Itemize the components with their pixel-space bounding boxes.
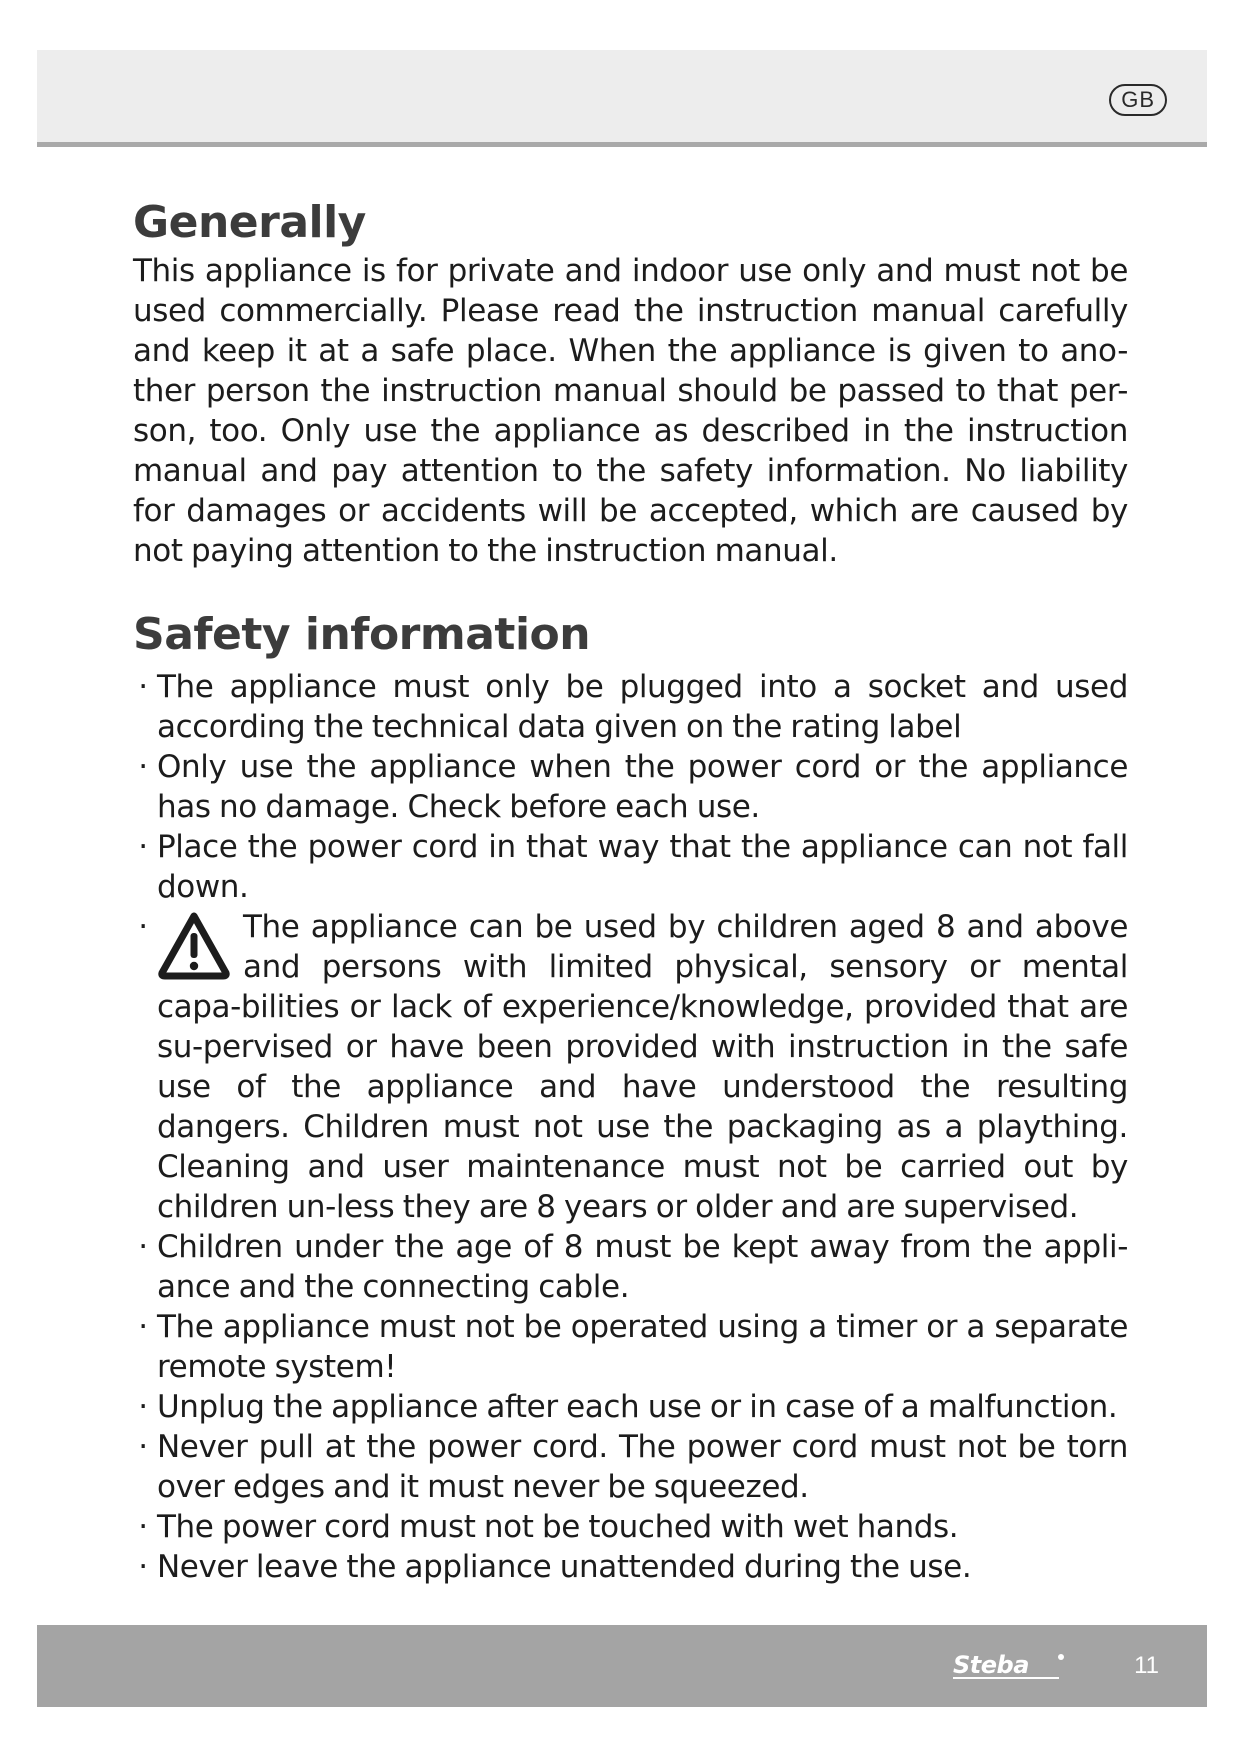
list-item: · The appliance must not be operated using a timer or a separate remote system! [133, 1307, 1128, 1387]
page-number: 11 [1134, 1652, 1159, 1679]
list-item: · Never leave the appliance unattended during the use. [133, 1547, 1128, 1587]
list-item-warning: · The appliance can be used by children aged 8 and above and persons with limited physical, sensory or mental capa-bilities or lack of experience/knowledge, provided that are su-pervised or have been provided with instruction in the safe use of the appliance and have understood the resulting dangers. Children must not use the packaging as a plaything. Cleaning and user maintenance must not be carried out by children un-less they are 8 years or older and are supervised. [133, 907, 1128, 1227]
page-footer [37, 1625, 1207, 1707]
bullet-dot: · [138, 1549, 148, 1585]
bullet-dot: · [138, 1389, 148, 1425]
page-header [37, 50, 1207, 147]
list-item: · Place the power cord in that way that the appliance can not fall down. [133, 827, 1128, 907]
bullet-dot: · [138, 669, 148, 705]
generally-heading: Generally [133, 197, 366, 248]
safety-section [133, 607, 1128, 1587]
language-badge: GB [1109, 84, 1167, 116]
safety-heading: Safety information [133, 609, 591, 660]
warning-triangle-icon [157, 911, 231, 981]
list-item: · The appliance must only be plugged into a socket and used according the technical data given on the rating label [133, 667, 1128, 747]
bullet-dot: · [138, 909, 148, 945]
bullet-dot: · [138, 829, 148, 865]
list-item: · The power cord must not be touched with wet hands. [133, 1507, 1128, 1547]
steba-logo-icon [951, 1649, 1067, 1683]
list-item: · Only use the appliance when the power cord or the appliance has no damage. Check before each use. [133, 747, 1128, 827]
list-item: · Unplug the appliance after each use or in case of a malfunction. [133, 1387, 1128, 1427]
generally-section [133, 195, 1128, 571]
page-content [133, 195, 1128, 1587]
safety-list [133, 667, 1128, 1587]
bullet-dot: · [138, 1509, 148, 1545]
svg-text:Steba: Steba [953, 1651, 1029, 1679]
bullet-dot: · [138, 1309, 148, 1345]
list-item: · Children under the age of 8 must be kept away from the appli-ance and the connecting cable. [133, 1227, 1128, 1307]
bullet-dot: · [138, 1429, 148, 1465]
list-item: · Never pull at the power cord. The power cord must not be torn over edges and it must never be squeezed. [133, 1427, 1128, 1507]
generally-paragraph: This appliance is for private and indoor use only and must not be used commercially. Please read the instruction manual carefully and keep it at a safe place. When the appliance is given to ano-ther person the instruction manual should be passed to that per-son, too. Only use the appliance as described in the instruction manual and pay attention to the safety information. No liability for damages or accidents will be accepted, which are caused by not paying attention to the instruction manual. [133, 253, 1128, 569]
bullet-dot: · [138, 749, 148, 785]
bullet-dot: · [138, 1229, 148, 1265]
